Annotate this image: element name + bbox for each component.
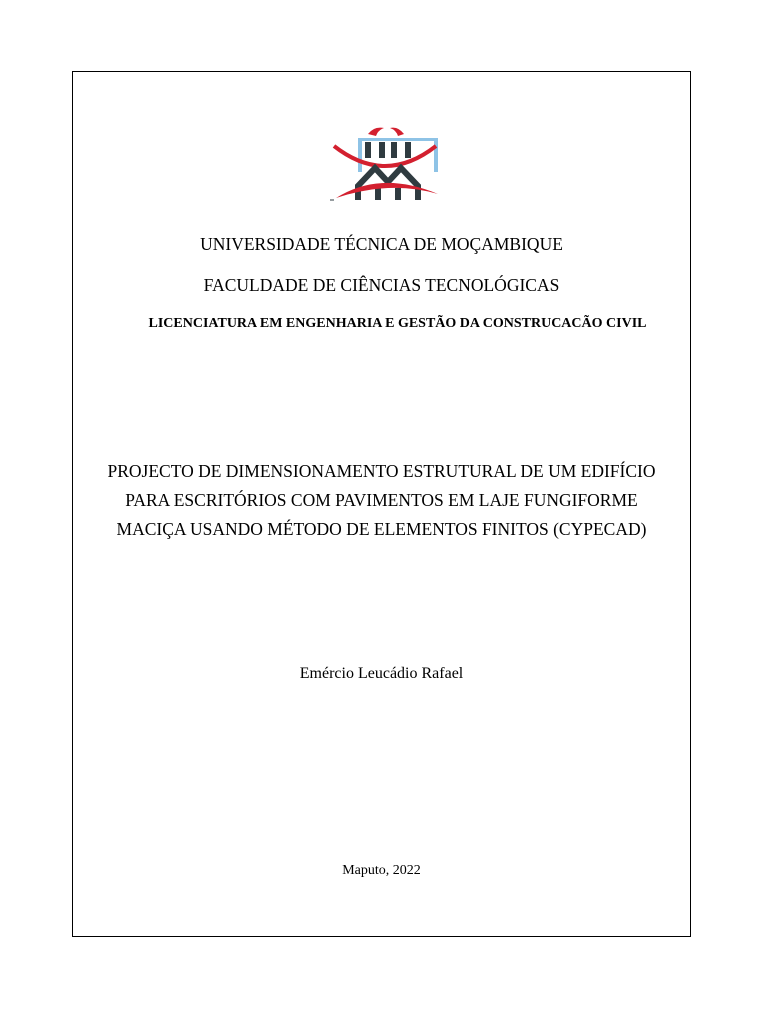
thesis-title-line: PARA ESCRITÓRIOS COM PAVIMENTOS EM LAJE FUNGIFORME	[125, 490, 638, 510]
thesis-title-line: MACIÇA USANDO MÉTODO DE ELEMENTOS FINITOS (CYPECAD)	[116, 519, 647, 539]
place-date: Maputo, 2022	[342, 863, 421, 878]
university-logo-icon	[330, 124, 440, 206]
thesis-title-line: PROJECTO DE DIMENSIONAMENTO ESTRUTURAL DE UM EDIFÍCIO	[107, 461, 656, 481]
course-name: LICENCIATURA EM ENGENHARIA E GESTÃO DA CONSTRUCACÃO CIVIL	[148, 316, 647, 331]
author-name: Emércio Leucádio Rafael	[299, 665, 464, 682]
university-name: UNIVERSIDADE TÉCNICA DE MOÇAMBIQUE	[200, 234, 563, 254]
thesis-title	[72, 457, 691, 544]
faculty-name: FACULDADE DE CIÊNCIAS TECNOLÓGICAS	[203, 275, 560, 295]
